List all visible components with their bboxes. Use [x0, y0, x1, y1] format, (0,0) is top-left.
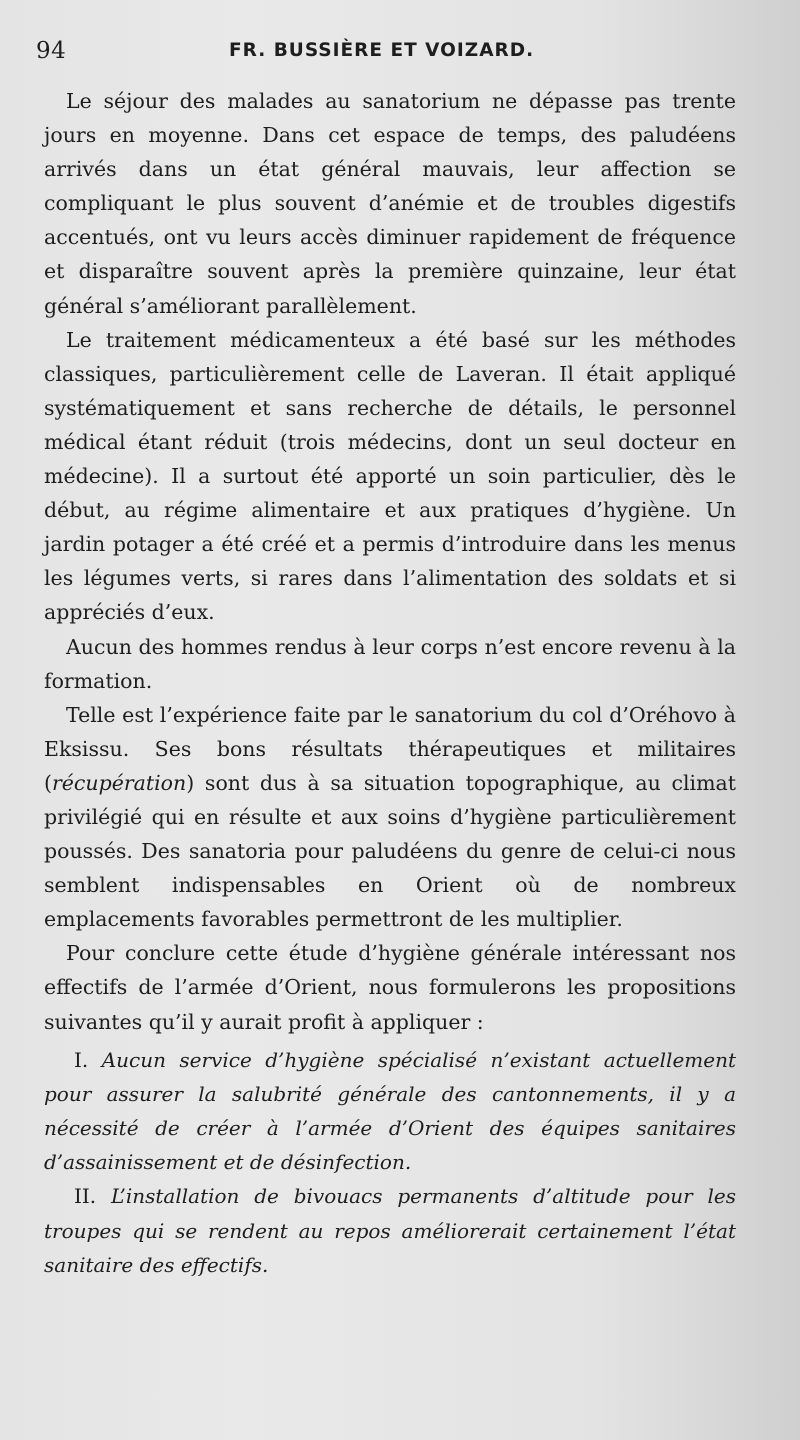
body-text: [44, 84, 736, 1282]
proposition-1-text: Aucun service d’hygiène spécialisé n’existant actuellement pour assurer la salubrité générale des cantonnements, il y a nécessité de créer à l’armée d’Orient des équipes sanitaires d’assainissement et de désinfection.: [44, 1047, 736, 1175]
proposition-2: [44, 1179, 736, 1282]
paragraph-sanatorium-stay: Le séjour des malades au sanatorium ne dépasse pas trente jours en moyenne. Dans cet espace de temps, des paludéens arrivés dans un état général mauvais, leur affection se compliquant le plus souvent d’anémie et de troubles digestifs accentués, ont vu leurs accès diminuer rapidement de fréquence et disparaître souvent après la première quinzaine, leur état général s’améliorant parallèlement.: [44, 89, 736, 318]
paragraph-treatment: Le traitement médicamenteux a été basé sur les méthodes classiques, particulièrement celle de Laveran. Il était appliqué systématiquement et sans recherche de détails, le personnel médical étant réduit (trois médecins, dont un seul docteur en médecine). Il a surtout été apporté un soin particulier, dès le début, au régime alimentaire et aux pratiques d’hygiène. Un jardin potager a été créé et a permis d’introduire dans les menus les légumes verts, si rares dans l’alimentation des soldats et si appréciés d’eux.: [44, 327, 736, 625]
proposition-1-numeral: I.: [74, 1047, 89, 1072]
proposition-1: [44, 1043, 736, 1180]
paragraph-no-return: Aucun des hommes rendus à leur corps n’est encore revenu à la formation.: [44, 634, 736, 693]
proposition-2-numeral: II.: [74, 1184, 97, 1209]
experience-text-end: ) sont dus à sa situation topographique, au climat privilégié qui en résulte et aux soins d’hygiène particulièrement poussés. Des sanatoria pour paludéens du genre de celui-ci nous semblent indispensables en Orient où de nombreux emplacements favorables permettront de les multiplier.: [44, 770, 736, 932]
page-header: [36, 38, 736, 68]
paragraph-experience: [44, 698, 736, 937]
running-head: FR. BUSSIÈRE ET VOIZARD.: [229, 40, 535, 61]
experience-text-start: Telle est l’expérience faite par le sanatorium du col d’Oréhovo à Eksissu. Ses bons résultats thérapeutiques et militaires (: [44, 702, 736, 795]
paragraph-conclusion: Pour conclure cette étude d’hygiène générale intéressant nos effectifs de l’armée d’Orient, nous formulerons les propositions suivantes qu’il y aurait profit à appliquer :: [44, 941, 736, 1034]
page-number: 94: [36, 38, 67, 64]
experience-italic-term: récupération: [52, 770, 187, 795]
proposition-2-text: L’installation de bivouacs permanents d’altitude pour les troupes qui se rendent au repos améliorerait certainement l’état sanitaire des effectifs.: [44, 1184, 737, 1277]
